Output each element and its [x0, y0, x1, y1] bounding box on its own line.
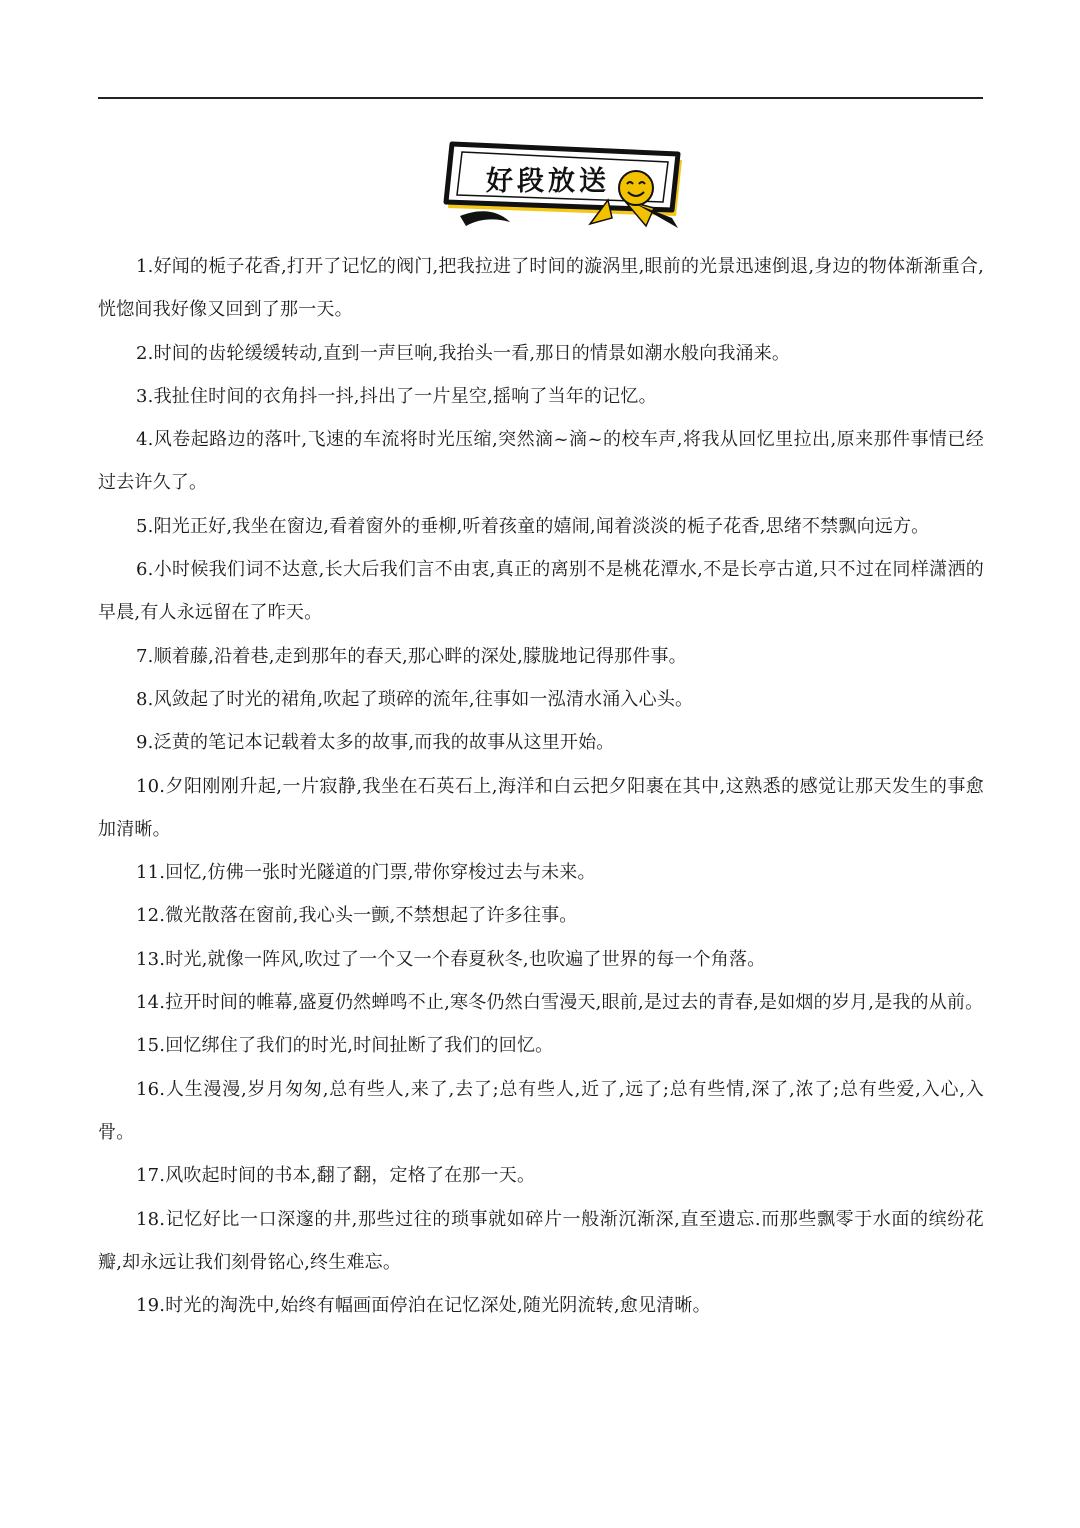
paragraph: 3.我扯住时间的衣角抖一抖,抖出了一片星空,摇响了当年的记忆。: [136, 385, 657, 407]
paragraph-list: [98, 245, 984, 1327]
paragraph: 14.拉开时间的帷幕,盛夏仍然蝉鸣不止,寒冬仍然白雪漫天,眼前,是过去的青春,是如烟的岁月,是我的从前。: [136, 992, 984, 1014]
paragraph: 12.微光散落在窗前,我心头一颤,不禁想起了许多往事。: [136, 905, 578, 927]
paragraph: 8.风敛起了时光的裙角,吹起了琐碎的流年,往事如一泓清水涌入心头。: [136, 688, 694, 710]
section-banner: [440, 138, 690, 234]
paragraph: 16.人生漫漫,岁月匆匆,总有些人,来了,去了;总有些人,近了,远了;总有些情,深了,浓了;总有些爱,入心,入骨。: [98, 1078, 984, 1143]
paragraph: 4.风卷起路边的落叶,飞速的车流将时光压缩,突然滴~滴~的校车声,将我从回忆里拉出,原来那件事情已经过去许久了。: [98, 429, 984, 494]
paragraph: 18.记忆好比一口深邃的井,那些过往的琐事就如碎片一般渐沉渐深,直至遗忘.而那些飘零于水面的缤纷花瓣,却永远让我们刻骨铭心,终生难忘。: [98, 1208, 984, 1273]
paragraph: 10.夕阳刚刚升起,一片寂静,我坐在石英石上,海洋和白云把夕阳裹在其中,这熟悉的感觉让那天发生的事愈加清晰。: [98, 775, 984, 840]
paragraph: 11.回忆,仿佛一张时光隧道的门票,带你穿梭过去与未来。: [136, 862, 596, 884]
paragraph: 5.阳光正好,我坐在窗边,看着窗外的垂柳,听着孩童的嬉闹,闻着淡淡的栀子花香,思绪不禁飘向远方。: [136, 515, 930, 537]
paragraph: 13.时光,就像一阵风,吹过了一个又一个春夏秋冬,也吹遍了世界的每一个角落。: [136, 948, 766, 970]
paragraph: 9.泛黄的笔记本记载着太多的故事,而我的故事从这里开始。: [136, 732, 615, 754]
smiley-icon: [616, 168, 656, 208]
paragraph: 17.风吹起时间的书本,翻了翻，定格了在那一天。: [136, 1165, 536, 1187]
paragraph: 7.顺着藤,沿着巷,走到那年的春天,那心畔的深处,朦胧地记得那件事。: [136, 645, 687, 667]
paragraph: 6.小时候我们词不达意,长大后我们言不由衷,真正的离别不是桃花潭水,不是长亭古道,只不过在同样潇洒的早晨,有人永远留在了昨天。: [98, 559, 984, 624]
paragraph: 15.回忆绑住了我们的时光,时间扯断了我们的回忆。: [136, 1035, 554, 1057]
paragraph: 19.时光的淘洗中,始终有幅画面停泊在记忆深处,随光阴流转,愈见清晰。: [136, 1295, 711, 1317]
paragraph: 2.时间的齿轮缓缓转动,直到一声巨响,我抬头一看,那日的情景如潮水般向我涌来。: [136, 342, 791, 364]
paragraph: 1.好闻的栀子花香,打开了记忆的阀门,把我拉进了时间的漩涡里,眼前的光景迅速倒退,身边的物体渐渐重合,恍惚间我好像又回到了那一天。: [98, 256, 984, 321]
header-rule: [98, 97, 983, 99]
banner-title: 好段放送: [486, 166, 610, 197]
